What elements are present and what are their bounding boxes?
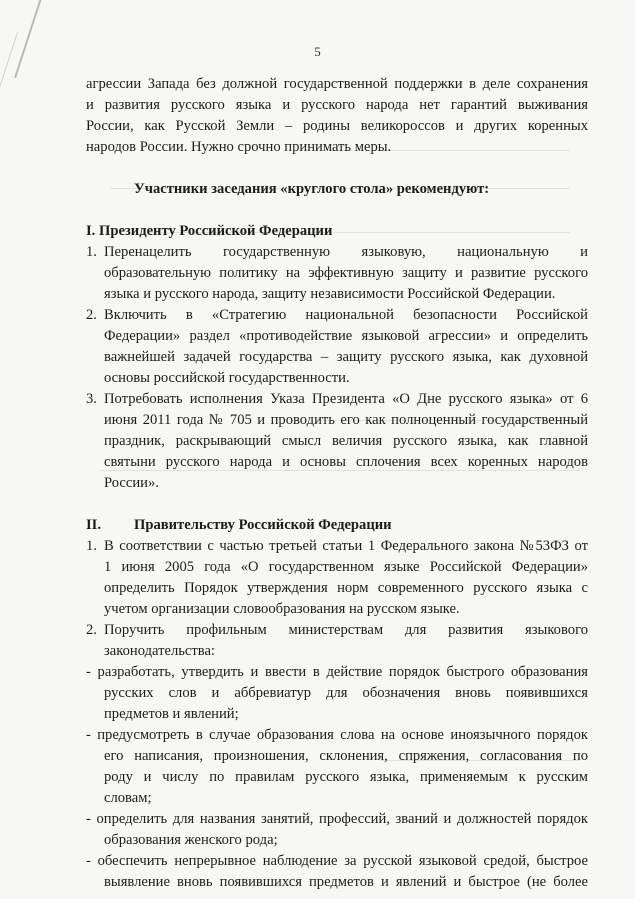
intro-line: России, как Русской Земли – родины великороссов и других коренных	[86, 118, 588, 134]
bullet-line: - разработать, утвердить и ввести в действие порядок быстрого образования	[86, 664, 588, 680]
section1-item-num: 1.	[86, 244, 97, 260]
section1-item-line: важнейшей задачей государства – защиту русского языка, как духовной	[104, 349, 588, 365]
bullet-line: роду и числу по правилам русского языка, применяемым к русским	[104, 769, 588, 785]
section2-heading: Правительству Российской Федерации	[134, 517, 392, 533]
bullet-line: выявление вновь появившихся предметов и явлений и быстрое (не более	[104, 874, 588, 890]
section2-item-num: 2.	[86, 622, 97, 638]
section1-item-line: июня 2011 года № 705 и проводить его как полноценный государственный	[104, 412, 588, 428]
scan-artifact	[0, 31, 18, 88]
bullet-line: русских слов и аббревиатур для обозначения вновь появившихся	[104, 685, 588, 701]
section2-item-line: 1 июня 2005 года «О государственном языке Российской Федерации»	[104, 559, 588, 575]
scan-artifact	[14, 0, 44, 78]
section1-heading: I. Президенту Российской Федерации	[86, 223, 333, 239]
section1-item-num: 2.	[86, 307, 97, 323]
bullet-line: его написания, произношения, склонения, спряжения, согласования по	[104, 748, 588, 764]
section2-item-num: 1.	[86, 538, 97, 554]
section1-item-line: образовательную политику на эффективную защиту и развитие русского	[104, 265, 588, 281]
bullet-line: словам;	[104, 790, 152, 806]
section2-item-line: законодательства:	[104, 643, 215, 659]
section1-item-line: языка и русского народа, защиту независимости Российской Федерации.	[104, 286, 556, 302]
recommend-heading: Участники заседания «круглого стола» рекомендуют:	[134, 181, 490, 197]
section1-item-line: Перенацелить государственную языковую, национальную и	[104, 244, 588, 260]
intro-line: и развития русского языка и русского народа нет гарантий выживания	[86, 97, 588, 113]
section2-item-line: учетом организации словообразования на русском языке.	[104, 601, 460, 617]
section1-item-line: основы российской государственности.	[104, 370, 350, 386]
section1-item-line: Включить в «Стратегию национальной безопасности Российской	[104, 307, 588, 323]
section2-item-line: определить Порядок утверждения норм современного русского языка с	[104, 580, 588, 596]
section1-item-line: святыни русского народа и основы сплочения всех коренных народов	[104, 454, 588, 470]
section2-item-line: В соответствии с частью третьей статьи 1 Федерального закона №53ФЗ от	[104, 538, 588, 554]
bullet-line: - обеспечить непрерывное наблюдение за русской языковой средой, быстрое	[86, 853, 588, 869]
section1-item-line: Потребовать исполнения Указа Президента «О Дне русского языка» от 6	[104, 391, 588, 407]
section1-item-line: России».	[104, 475, 159, 491]
section2-heading-num: II.	[86, 517, 102, 533]
page-number: 5	[314, 44, 321, 59]
intro-line: агрессии Запада без должной государственной поддержки в деле сохранения	[86, 76, 588, 92]
section1-item-line: праздник, раскрывающий смысл величия русского языка, как главной	[104, 433, 588, 449]
intro-line: народов России. Нужно срочно принимать меры.	[86, 139, 392, 155]
section1-item-line: Федерации» раздел «противодействие языковой агрессии» и определить	[104, 328, 588, 344]
bullet-line: - предусмотреть в случае образования слова на основе иноязычного порядок	[86, 727, 588, 743]
bullet-line: образования женского рода;	[104, 832, 278, 848]
bullet-line: предметов и явлений;	[104, 706, 239, 722]
section2-item-line: Поручить профильным министерствам для развития языкового	[104, 622, 588, 638]
bullet-line: - определить для названия занятий, профессий, званий и должностей порядок	[86, 811, 588, 827]
section1-item-num: 3.	[86, 391, 97, 407]
